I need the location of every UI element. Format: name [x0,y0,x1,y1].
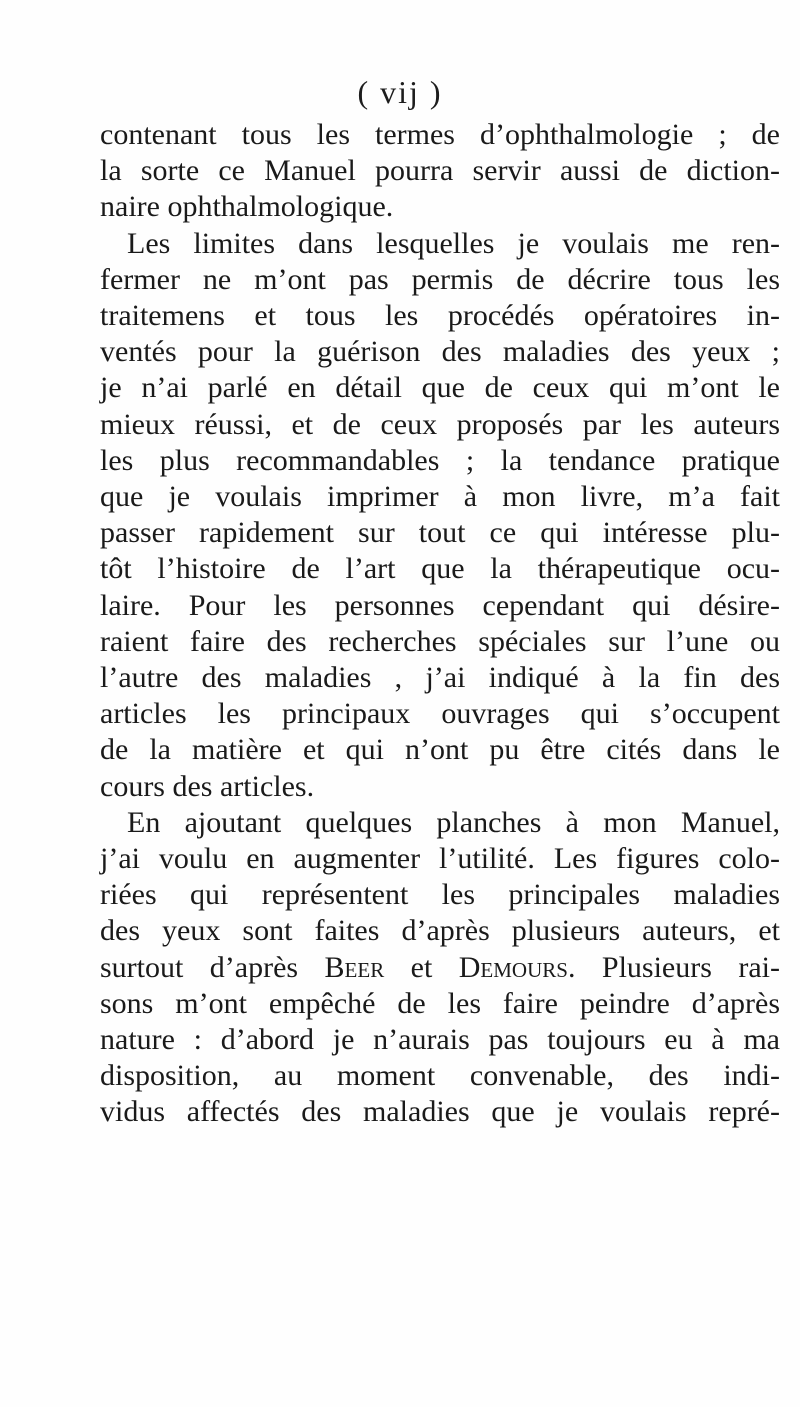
text-line-12: passer rapidement sur tout ce qui intéresse plu- [100,516,780,550]
text-line-10: les plus recommandables ; la tendance pratique [100,443,780,477]
text-line-17: articles les principaux ouvrages qui s’occupent [100,697,780,731]
text-line-22: riées qui représentent les principales maladies [100,878,780,912]
line-24-start: surtout d’après [100,950,325,984]
text-line-24 [100,950,780,986]
text-line-14: laire. Pour les personnes cependant qui désire- [100,588,780,622]
text-line-13: tôt l’histoire de l’art que la thérapeutique ocu- [100,552,780,586]
text-line-1: contenant tous les termes d’ophthalmologie ; de [100,118,780,151]
text-line-2: la sorte ce Manuel pourra servir aussi de diction- [100,154,780,188]
text-line-8: je n’ai parlé en détail que de ceux qui m’ont le [100,371,780,405]
text-line-15: raient faire des recherches spéciales sur l’une ou [100,624,780,658]
page-number: ( vij ) [357,74,443,110]
text-line-9: mieux réussi, et de ceux proposés par les auteurs [100,407,780,441]
text-line-3: naire ophthalmologique. [100,190,394,224]
text-line-5: fermer ne m’ont pas permis de décrire tous les [100,262,780,296]
text-line-4: Les limites dans lesquelles je voulais me ren- [127,226,780,260]
text-line-26: nature : d’abord je n’aurais pas toujours eu à ma [100,1023,780,1057]
text-line-11: que je voulais imprimer à mon livre, m’a fait [100,480,780,514]
text-line-28: vidus affectés des maladies que je voulais repré- [100,1095,780,1129]
text-line-7: ventés pour la guérison des maladies des yeux ; [100,335,780,369]
text-line-25: sons m’ont empêché de les faire peindre d’après [100,986,780,1020]
text-line-27: disposition, au moment convenable, des indi- [100,1059,780,1093]
text-line-20: En ajoutant quelques planches à mon Manuel, [127,805,780,839]
text-line-16: l’autre des maladies , j’ai indiqué à la fin des [100,661,780,695]
text-line-23: des yeux sont faites d’après plusieurs auteurs, et [100,914,780,948]
line-24-end: . Plusieurs rai- [567,950,780,984]
text-line-19: cours des articles. [100,769,315,803]
text-line-21: j’ai voulu en augmenter l’utilité. Les figures colo- [100,842,780,876]
author-name-demours: Demours [458,950,568,984]
line-24-middle: et [384,950,459,984]
body-text [100,117,780,1131]
text-line-6: traitemens et tous les procédés opératoires in- [100,299,780,333]
text-line-18: de la matière et qui n’ont pu être cités dans le [100,733,780,767]
author-name-beer: Beer [324,950,385,984]
